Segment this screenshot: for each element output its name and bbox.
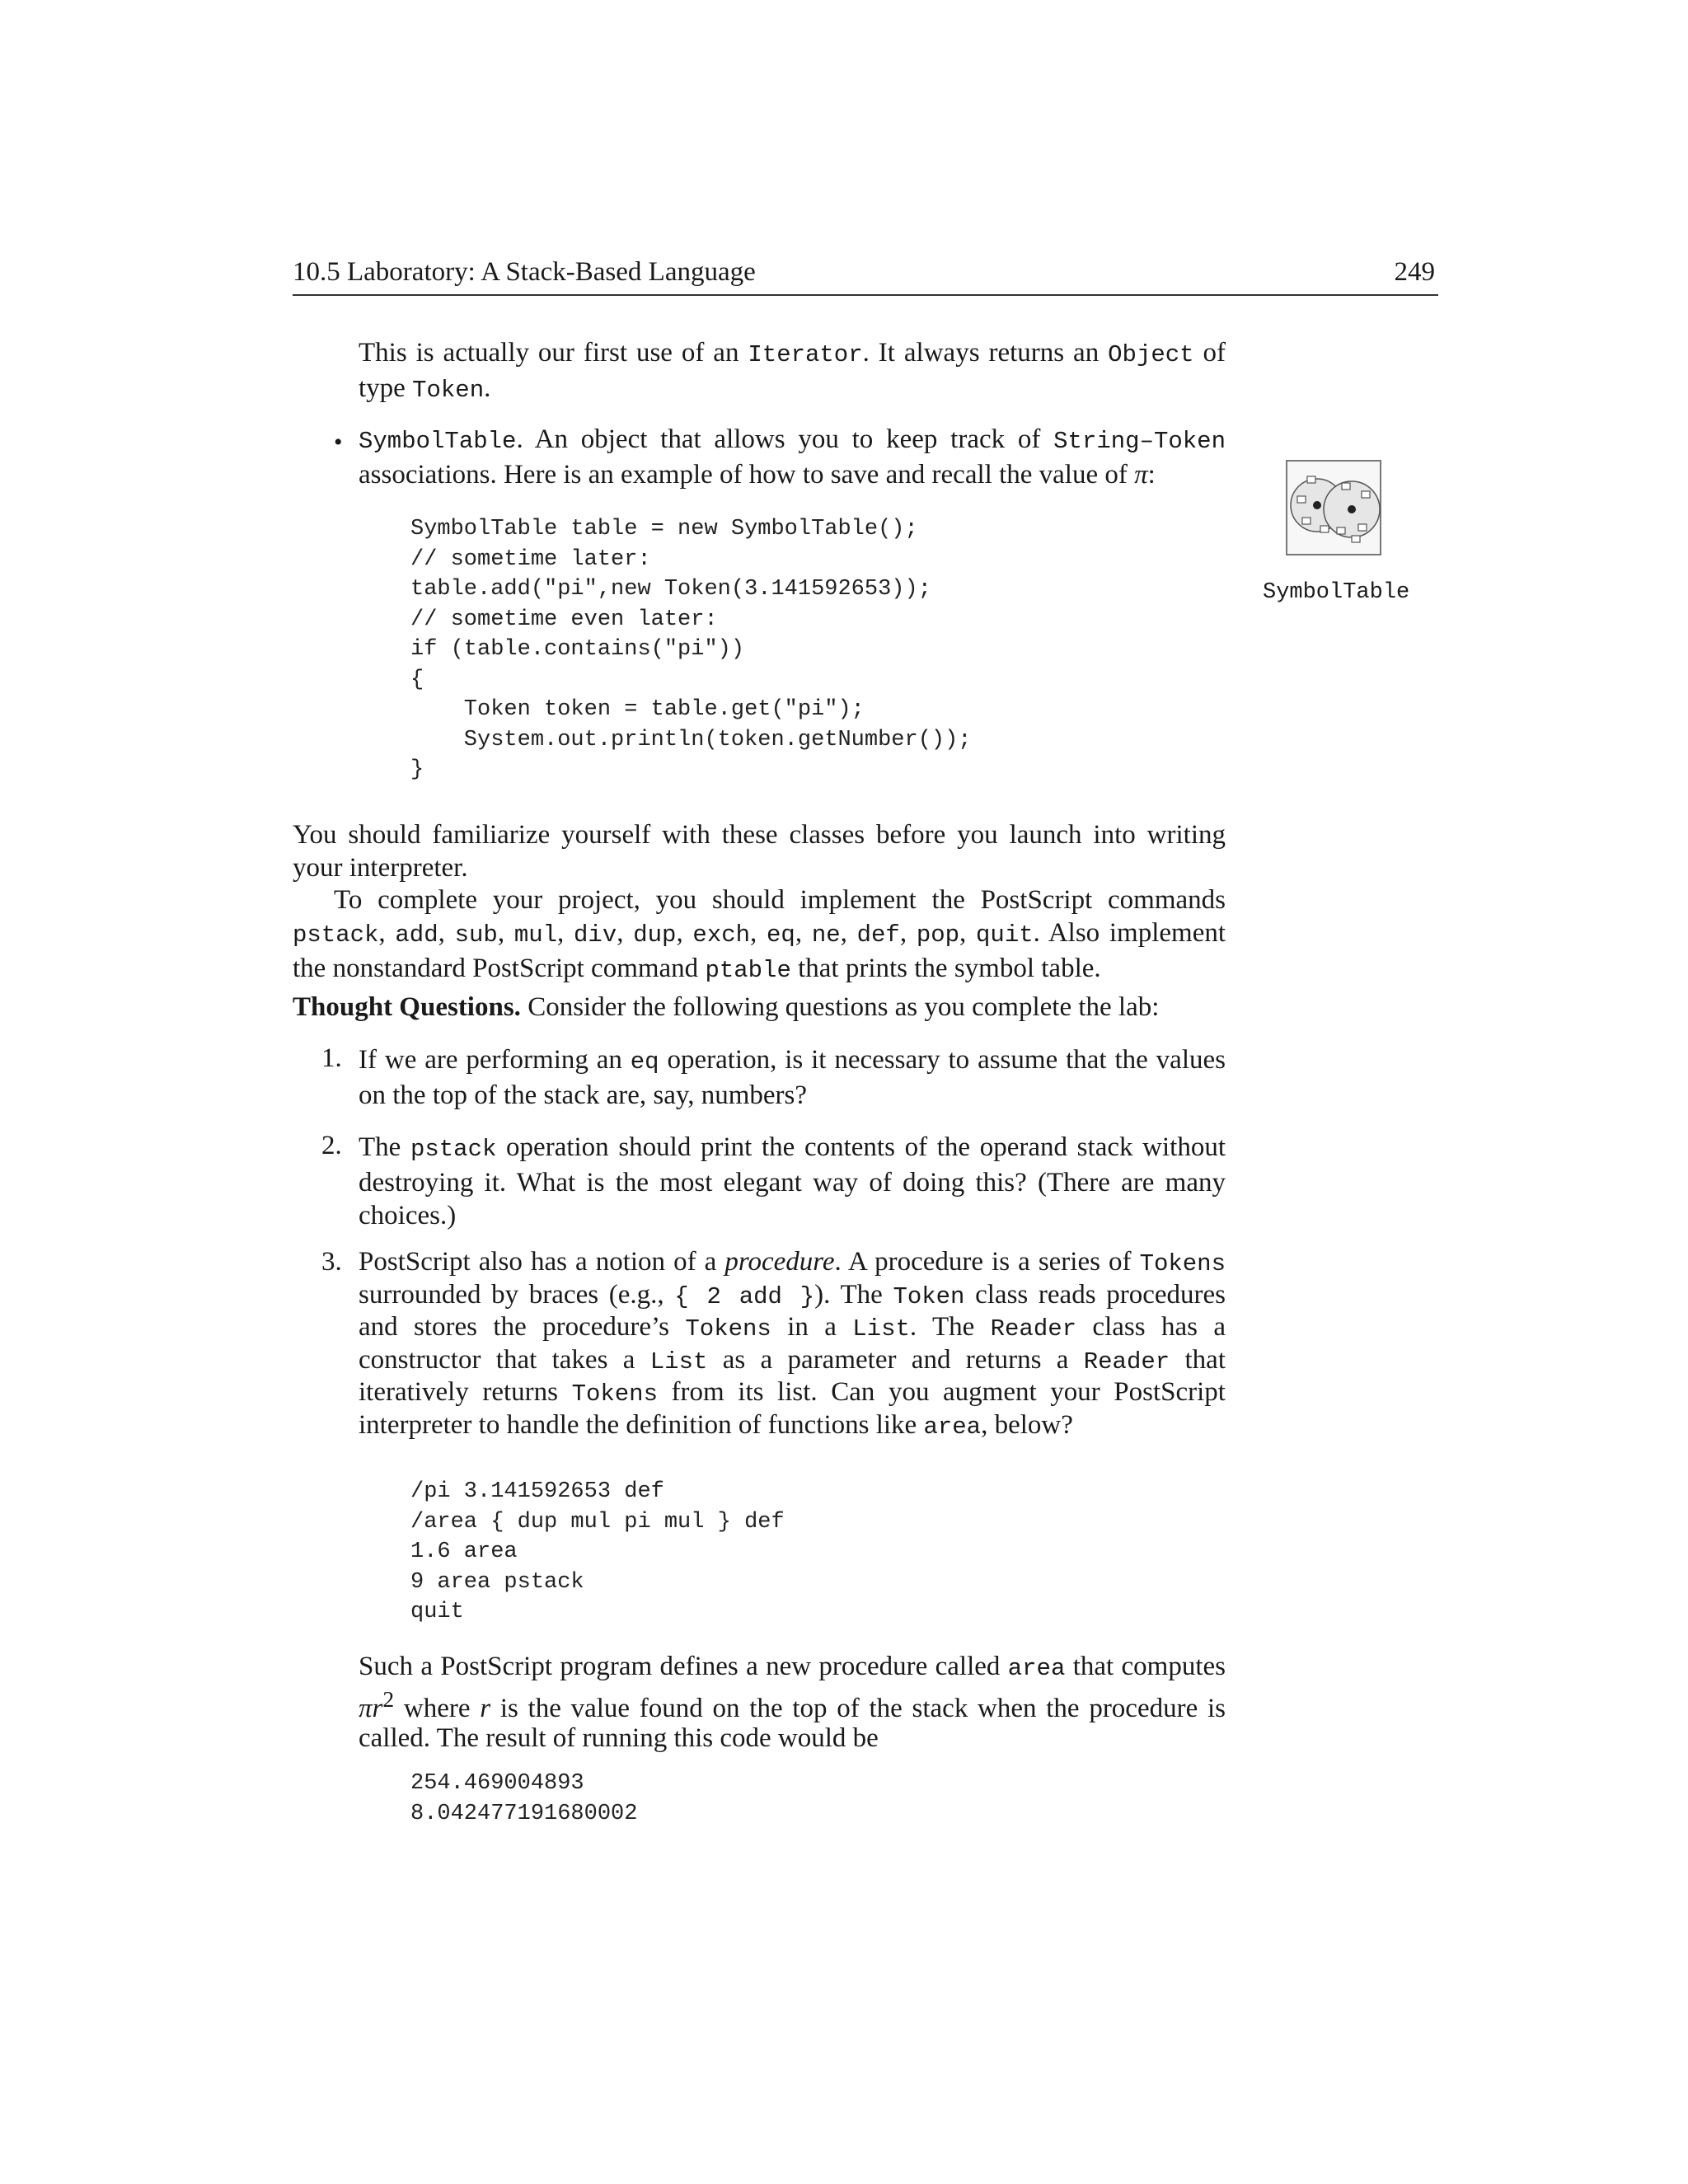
complete-project-paragraph: To complete your project, you should implement the PostScript commands pstack, add, sub, mul, div, dup, exch, eq, ne, def, pop, quit. Also implement the nonstandard PostScript command ptable that prints the symbol table.	[293, 885, 1226, 984]
gears-icon	[1286, 460, 1381, 555]
such-program-paragraph: Such a PostScript program defines a new procedure called area that computes $\pi r^2$ where r is the value found on the top of the stack when the procedure is called. The result of running this code would be	[359, 1652, 1226, 1753]
bullet-marker: •	[334, 429, 343, 456]
question-1: If we are performing an eq operation, is it necessary to assume that the values on the top of the stack are, say, numbers?	[359, 1045, 1226, 1110]
section-title: 10.5 Laboratory: A Stack-Based Language	[293, 257, 756, 287]
iterator-paragraph: This is actually our first use of an Iterator. It always returns an Object of type Token.	[359, 338, 1226, 404]
thought-questions-heading: Thought Questions.	[293, 992, 521, 1022]
question-number: 1.	[321, 1043, 342, 1073]
question-number: 2.	[321, 1131, 342, 1160]
result-code-block: 254.469004893 8.042477191680002	[410, 1771, 638, 1826]
familiarize-paragraph: You should familiarize yourself with these classes before you launch into writing your interpreter.	[293, 820, 1226, 883]
question-3: PostScript also has a notion of a procedure. A procedure is a series of Tokens surrounded by braces (e.g., { 2 add }). The Token class reads procedures and stores the procedure’s Tokens in a List. The Reader class has a constructor that takes a List as a parameter and returns a Reader that iteratively returns Tokens from its list. Can you augment your PostScript interpreter to handle the definition of functions like area, below?	[359, 1247, 1226, 1441]
margin-label: SymbolTable	[1263, 580, 1410, 605]
page-number: 249	[1394, 257, 1435, 287]
question-number: 3.	[321, 1247, 342, 1277]
running-head	[293, 251, 1438, 296]
area-code-block: /pi 3.141592653 def /area { dup mul pi mul } def 1.6 area 9 area pstack quit	[410, 1479, 785, 1624]
symboltable-paragraph: SymbolTable. An object that allows you to keep track of String–Token associations. Here is an example of how to save and recall the value of π:	[359, 424, 1226, 490]
question-2: The pstack operation should print the contents of the operand stack without destroying it. What is the most elegant way of doing this? (There are many choices.)	[359, 1132, 1226, 1230]
symboltable-code-block: SymbolTable table = new SymbolTable(); // sometime later: table.add("pi",new Token(3.141592653)); // sometime even later: if (table.contains("pi")) { Token token = table.get("pi"); System.out.println(token.getNumber()); }	[410, 517, 972, 782]
thought-questions-paragraph: Thought Questions. Consider the following questions as you complete the lab:	[293, 992, 1160, 1022]
